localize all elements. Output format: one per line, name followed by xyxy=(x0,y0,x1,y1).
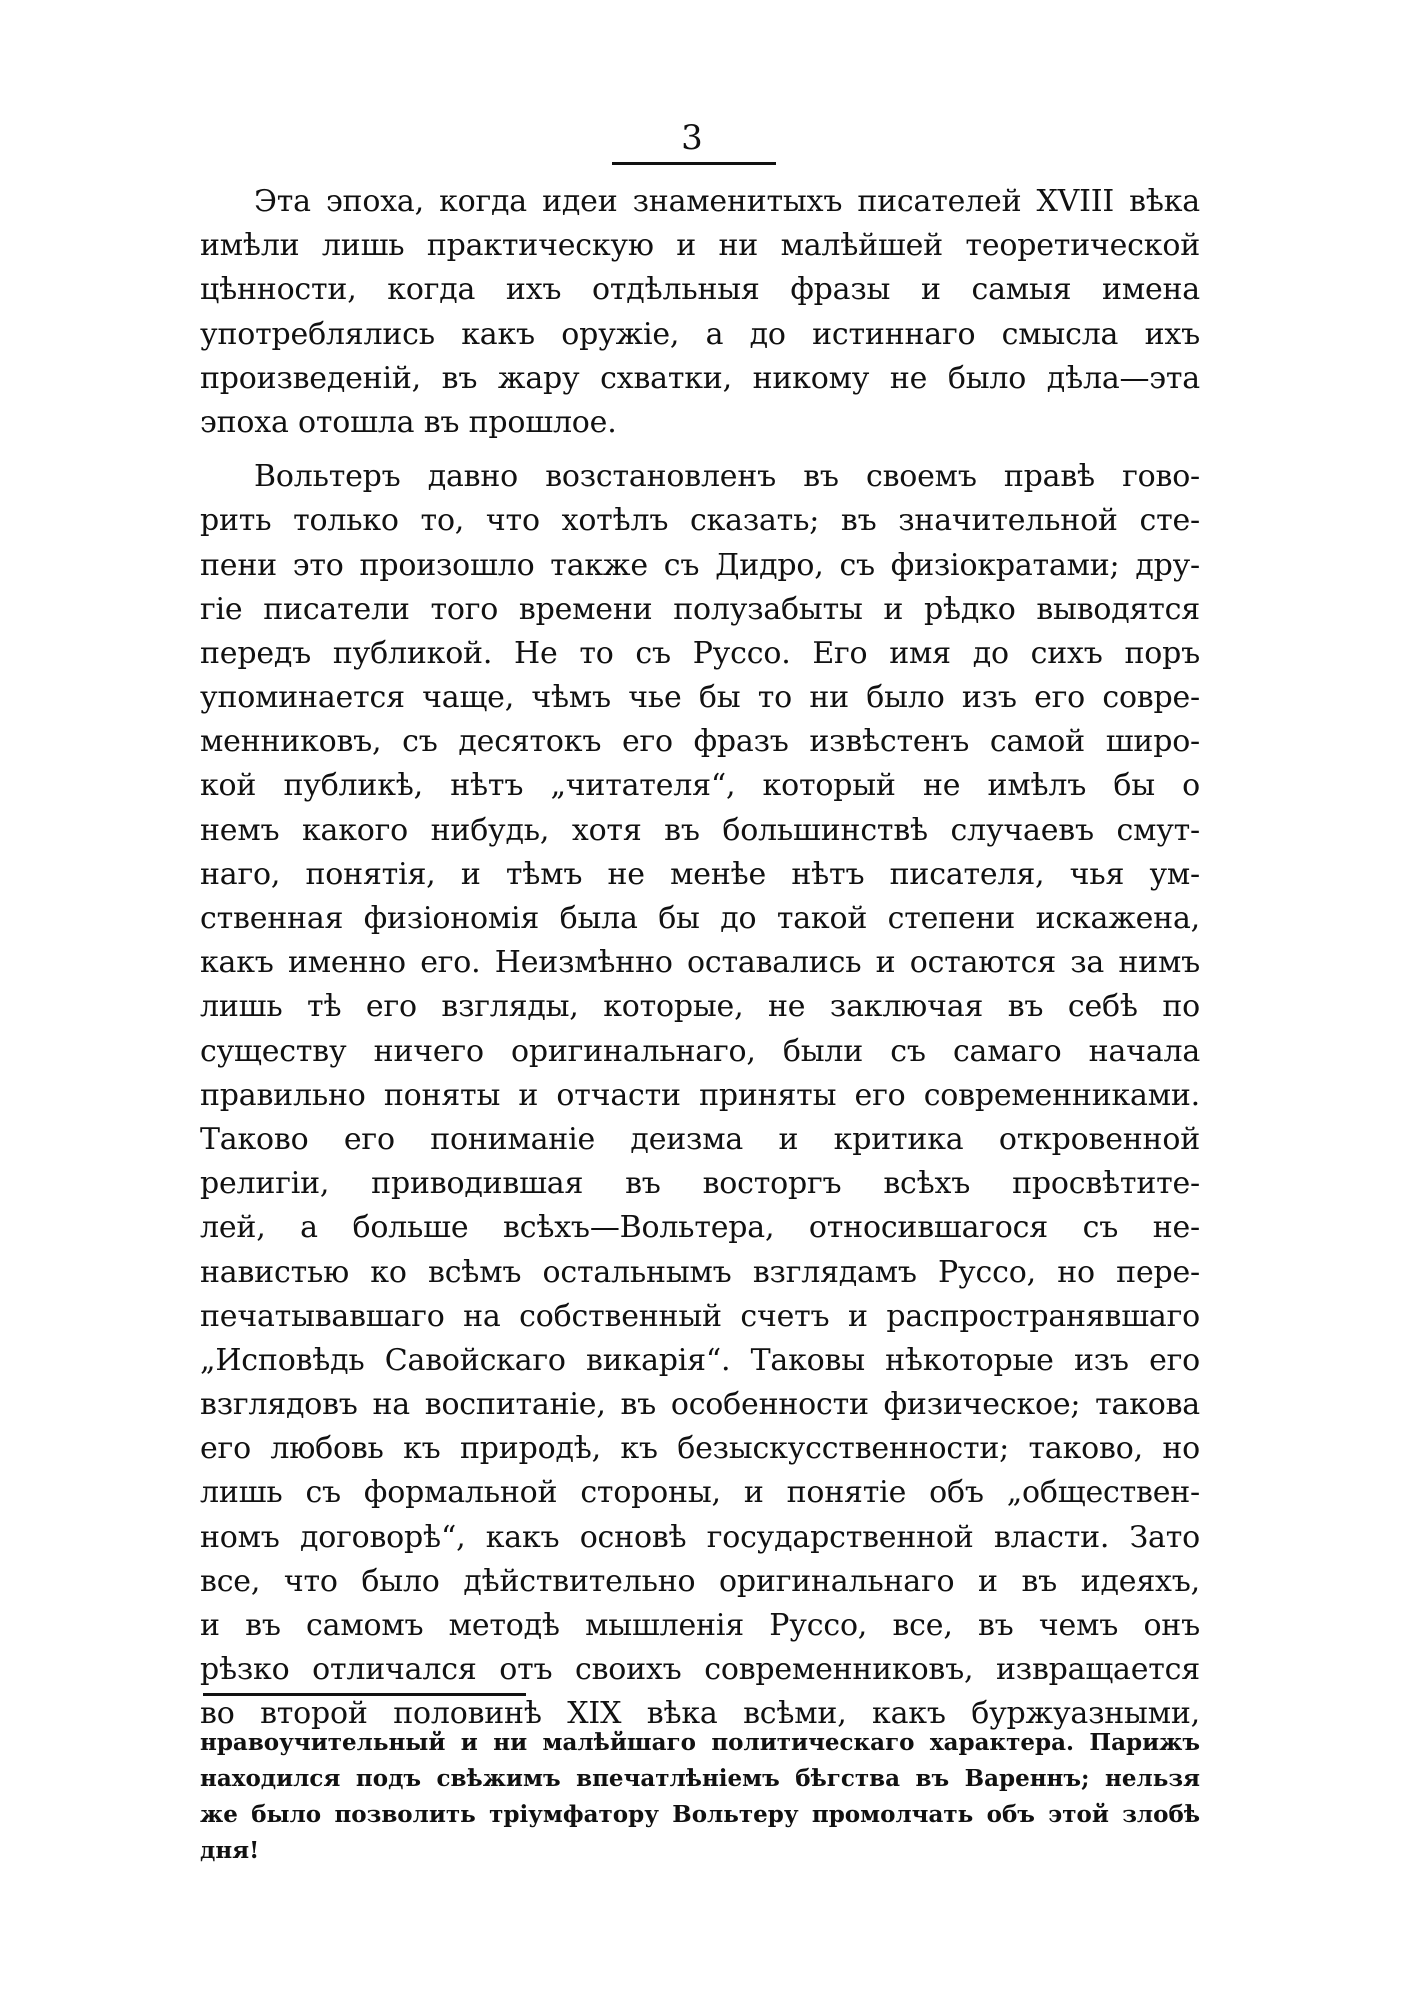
text-line: взглядовъ на воспитаніе, въ особенности физическое; такова xyxy=(200,1387,1200,1423)
page-number: 3 xyxy=(681,118,703,158)
footnote xyxy=(200,1725,1200,1869)
text-line: какъ именно его. Неизмѣнно оставались и остаются за нимъ xyxy=(200,945,1200,981)
paragraph xyxy=(200,180,1200,445)
footnote-line: нравоучительный и ни малѣйшаго политическаго характера. Парижъ xyxy=(200,1729,1200,1756)
text-line: и въ самомъ методѣ мышленія Руссо, все, въ чемъ онъ xyxy=(200,1608,1200,1643)
footnote-line: же было позволить тріумфатору Вольтеру промолчать объ этой злобѣ xyxy=(200,1801,1200,1828)
paragraph-gap xyxy=(200,445,1200,455)
text-line: номъ договорѣ“, какъ основѣ государственной власти. Зато xyxy=(200,1519,1200,1555)
body-text xyxy=(200,180,1200,1737)
text-line: во второй половинѣ XIX вѣка всѣми, какъ буржуазными, xyxy=(200,1696,1200,1732)
footnote-line: дня! xyxy=(200,1837,260,1864)
text-line: гіе писатели того времени полузабыты и рѣдко выводятся xyxy=(200,591,1200,627)
text-line: имѣли лишь практическую и ни малѣйшей теоретической xyxy=(200,228,1200,264)
text-line: лей, а больше всѣхъ—Вольтера, относившагося съ не- xyxy=(200,1210,1200,1246)
footnote-rule xyxy=(203,1693,526,1696)
text-line: Вольтеръ давно возстановленъ въ своемъ правѣ гово- xyxy=(254,459,1200,495)
text-line: Таково его пониманіе деизма и критика откровенной xyxy=(200,1121,1200,1157)
text-line: правильно поняты и отчасти приняты его современниками. xyxy=(200,1077,1200,1113)
text-line: „Исповѣдь Савойскаго викарія“. Таковы нѣкоторые изъ его xyxy=(200,1342,1200,1378)
text-line: цѣнности, когда ихъ отдѣльныя фразы и самыя имена xyxy=(200,272,1200,308)
text-line: упоминается чаще, чѣмъ чье бы то ни было изъ его совре- xyxy=(200,680,1200,716)
text-line: пени это произошло также съ Дидро, съ физіократами; дру- xyxy=(200,547,1200,583)
text-line: лишь тѣ его взгляды, которые, не заключая въ себѣ по xyxy=(200,989,1200,1025)
paragraph xyxy=(200,455,1200,1736)
text-line: ственная физіономія была бы до такой степени искажена, xyxy=(200,901,1200,936)
text-line: существу ничего оригинальнаго, были съ самаго начала xyxy=(200,1033,1200,1069)
text-line: наго, понятія, и тѣмъ не менѣе нѣтъ писателя, чья ум- xyxy=(200,856,1200,892)
text-line: лишь съ формальной стороны, и понятіе объ „обществен- xyxy=(200,1475,1200,1511)
text-line: употреблялись какъ оружіе, а до истиннаго смысла ихъ xyxy=(200,316,1200,352)
text-line: передъ публикой. Не то съ Руссо. Его имя до сихъ поръ xyxy=(200,635,1200,671)
text-line: немъ какого нибудь, хотя въ большинствѣ случаевъ смут- xyxy=(200,812,1200,848)
text-line: все, что было дѣйствительно оригинальнаго и въ идеяхъ, xyxy=(200,1563,1200,1599)
text-line: печатывавшаго на собственный счетъ и распространявшаго xyxy=(200,1298,1200,1334)
text-line: кой публикѣ, нѣтъ „читателя“, который не имѣлъ бы о xyxy=(200,768,1200,804)
text-line: произведеній, въ жару схватки, никому не было дѣла—эта xyxy=(200,360,1200,396)
text-line: рѣзко отличался отъ своихъ современниковъ, извращается xyxy=(200,1652,1200,1688)
footnote-line: находился подъ свѣжимъ впечатлѣніемъ бѣгства въ Вареннъ; нельзя xyxy=(200,1765,1200,1792)
text-line: религіи, приводившая въ восторгъ всѣхъ просвѣтите- xyxy=(200,1166,1200,1202)
text-line: Эта эпоха, когда идеи знаменитыхъ писателей XVIII вѣка xyxy=(254,184,1200,219)
text-line: его любовь къ природѣ, къ безыскусственности; таково, но xyxy=(200,1431,1200,1467)
text-line: менниковъ, съ десятокъ его фразъ извѣстенъ самой широ- xyxy=(200,724,1200,760)
text-line: эпоха отошла въ прошлое. xyxy=(200,404,617,440)
text-line: рить только то, что хотѣлъ сказать; въ значительной сте- xyxy=(200,503,1200,539)
text-line: навистью ко всѣмъ остальнымъ взглядамъ Руссо, но пере- xyxy=(200,1254,1200,1290)
header-rule xyxy=(612,162,776,165)
